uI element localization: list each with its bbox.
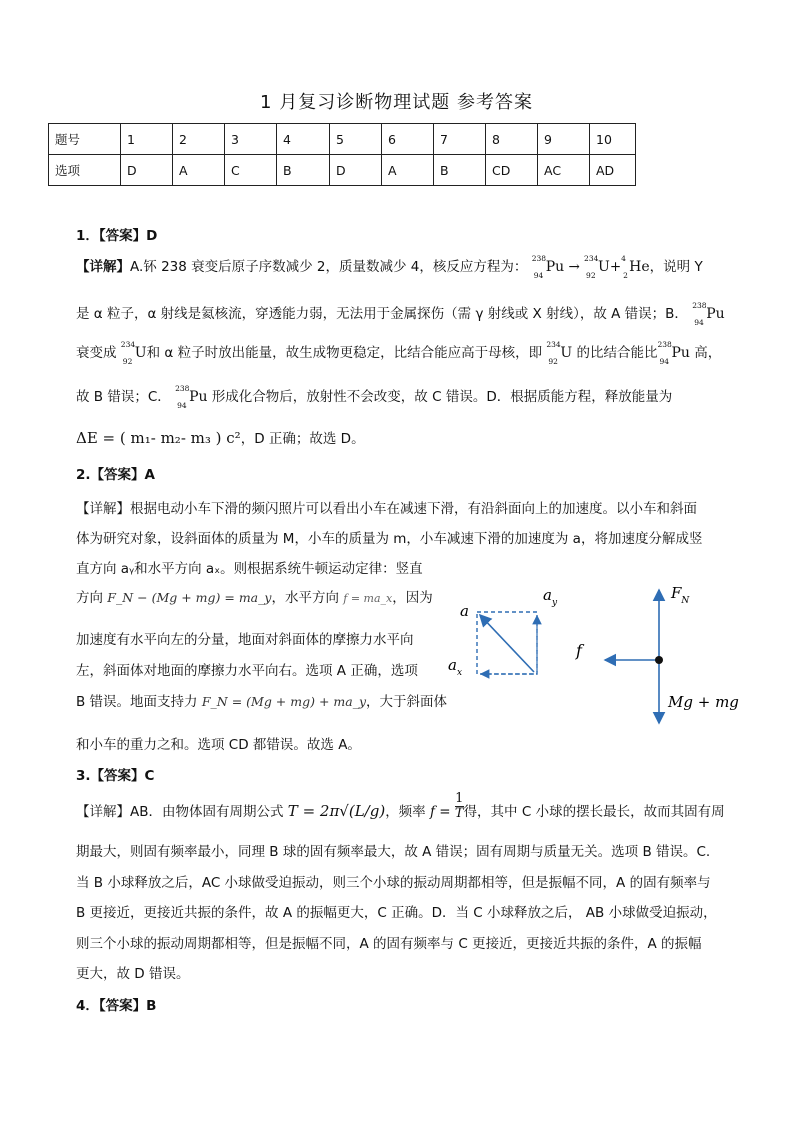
q3-line-6: 更大，故 D 错误。 <box>76 966 190 982</box>
text: 故 B 错误；C． <box>76 389 171 405</box>
f-label: f <box>576 641 582 660</box>
weight-label: Mg + mg <box>668 693 739 711</box>
table-cell: 3 <box>225 124 277 155</box>
table-cell: 7 <box>434 124 486 155</box>
q1-line-5 <box>76 427 365 447</box>
u-nuclide: 234 92 U <box>546 340 573 366</box>
force-system <box>575 584 739 723</box>
table-cell: 4 <box>277 124 330 155</box>
text: ，频率 <box>385 804 426 820</box>
frequency-fraction: $\frac{1}{T}$ <box>454 790 464 821</box>
q3-line-2: 期最大，则固有频率最小，同理 B 球的固有频率最大，故 A 错误；固有周期与质量无关。选项 B 错误。C. <box>76 844 711 860</box>
table-row <box>49 124 636 155</box>
q3-line-1 <box>76 790 725 821</box>
u-nuclide: 234 92 U <box>584 254 610 280</box>
table-row <box>49 155 636 186</box>
text: 的比结合能比 <box>576 345 658 361</box>
text: ，D 正确；故选 D。 <box>240 431 365 447</box>
table-cell: D <box>330 155 382 186</box>
text: 和 α 粒子时放出能量，故生成物更稳定，比结合能应高于母核，即 <box>146 345 543 361</box>
question-number: 4． <box>76 998 99 1014</box>
he-nuclide: 4 2 He <box>621 254 650 280</box>
a-label: a <box>460 602 469 620</box>
detail-tag: 【详解】 <box>76 259 130 275</box>
horizontal-equation: f = ma_x <box>343 592 393 605</box>
text: A.钚 238 衰变后原子序数减少 2，质量数减少 4，核反应方程为： <box>130 259 528 275</box>
support-force-equation: F_N = (Mg + mg) + ma_y <box>201 694 367 709</box>
answer-tag: 【答案】 <box>90 467 145 483</box>
q2-line-4 <box>76 586 433 606</box>
q3-answer-heading <box>76 764 154 784</box>
answer-value: C <box>144 768 155 784</box>
q1-line-2 <box>76 301 725 327</box>
table-cell: 题号 <box>49 124 121 155</box>
ay-label: $a_y$ <box>543 586 558 608</box>
q2-line-6: 左，斜面体对地面的摩擦力水平向右。选项 A 正确，选项 <box>76 663 418 679</box>
table-cell: 9 <box>538 124 590 155</box>
text: 得，其中 C 小球的摆长最长，故而其固有周 <box>463 804 725 820</box>
text: 【详解】AB．由物体固有周期公式 <box>76 804 284 820</box>
table-cell: C <box>225 155 277 186</box>
text: ，说明 Y <box>649 259 703 275</box>
answer-tag: 【答案】 <box>90 768 145 784</box>
text: 衰变成 <box>76 345 117 361</box>
plus-symbol: + <box>609 259 622 275</box>
table-cell: AC <box>538 155 590 186</box>
q1-line-3 <box>76 340 722 366</box>
text: 是 α 粒子，α 射线是氦核流，穿透能力弱，无法用于金属探伤（需 γ 射线或 X 射线），故 A 错误；B． <box>76 306 688 322</box>
answer-tag: 【答案】 <box>98 228 147 244</box>
answer-value: B <box>146 998 157 1014</box>
table-cell: 5 <box>330 124 382 155</box>
q2-line-1: 【详解】根据电动小车下滑的频闪照片可以看出小车在减速下滑，有沿斜面向上的加速度。以小车和斜面 <box>76 501 697 517</box>
table-cell: 6 <box>382 124 434 155</box>
answer-table <box>48 123 636 186</box>
table-cell: A <box>382 155 434 186</box>
text: 高， <box>694 345 722 361</box>
q2-line-5: 加速度有水平向左的分量，地面对斜面体的摩擦力水平向 <box>76 632 414 648</box>
table-cell: A <box>173 155 225 186</box>
table-cell: 8 <box>486 124 538 155</box>
text: ，大于斜面体 <box>366 694 448 710</box>
pu-nuclide: 238 94 Pu <box>657 340 690 366</box>
mass-energy-equation: ΔE = ( m₁- m₂- m₃ ) c² <box>76 429 241 447</box>
page-title: 1 月复习诊断物理试题 参考答案 <box>260 92 533 113</box>
q1-answer-heading <box>76 224 157 244</box>
table-cell: B <box>434 155 486 186</box>
q2-line-7 <box>76 690 447 710</box>
text: 方向 <box>76 590 103 606</box>
q3-line-5: 则三个小球的振动周期都相等，但是振幅不同，A 的固有频率与 C 更接近，更接近共振的条件，A 的振幅 <box>76 936 702 952</box>
acceleration-decomposition <box>448 586 558 678</box>
table-cell: CD <box>486 155 538 186</box>
q2-line-3: 直方向 aᵧ和水平方向 aₓ。则根据系统牛顿运动定律：竖直 <box>76 561 423 577</box>
ax-label: $a_x$ <box>448 656 463 678</box>
q2-answer-heading <box>76 463 155 483</box>
text: 形成化合物后，放射性不会改变，故 C 错误。D．根据质能方程，释放能量为 <box>211 389 673 405</box>
table-cell: 10 <box>590 124 636 155</box>
force-diagram <box>440 578 740 740</box>
question-number: 2. <box>76 467 91 483</box>
text: ，水平方向 <box>271 590 339 606</box>
question-number: 3. <box>76 768 91 784</box>
pu-nuclide: 238 94 Pu <box>692 301 725 327</box>
table-cell: 2 <box>173 124 225 155</box>
table-cell: 选项 <box>49 155 121 186</box>
center-point <box>655 656 663 664</box>
frequency-lhs: f = <box>429 804 451 820</box>
arrow-symbol: → <box>568 259 580 275</box>
q2-line-2: 体为研究对象，设斜面体的质量为 M，小车的质量为 m，小车减速下滑的加速度为 a，将加速度分解成竖 <box>76 531 703 547</box>
q3-line-4: B 更接近，更接近共振的条件，故 A 的振幅更大，C 正确。D．当 C 小球释放之后， AB 小球做受迫振动， <box>76 905 717 921</box>
text: B 错误。地面支持力 <box>76 694 198 710</box>
fn-label: $F_N$ <box>671 584 690 606</box>
q1-line-4 <box>76 384 673 410</box>
table-cell: AD <box>590 155 636 186</box>
answer-tag: 【答案】 <box>98 998 147 1014</box>
question-number: 1． <box>76 228 99 244</box>
pu-nuclide: 238 94 Pu <box>175 384 208 410</box>
answer-value: D <box>146 228 158 244</box>
table-cell: B <box>277 155 330 186</box>
q2-line-8: 和小车的重力之和。选项 CD 都错误。故选 A。 <box>76 737 361 753</box>
text: ，因为 <box>392 590 433 606</box>
answer-value: A <box>144 467 155 483</box>
period-formula: T = 2π√(L/g) <box>287 802 386 820</box>
q1-line-1 <box>76 254 703 280</box>
table-cell: 1 <box>121 124 173 155</box>
vertical-equation: F_N − (Mg + mg) = ma_y <box>107 590 272 605</box>
acceleration-arrow <box>480 615 534 672</box>
pu-nuclide: 238 94 Pu <box>531 254 565 280</box>
q3-line-3: 当 B 小球释放之后，AC 小球做受迫振动，则三个小球的振动周期都相等，但是振幅不同，A 的固有频率与 <box>76 875 711 891</box>
q4-answer-heading <box>76 994 156 1014</box>
table-cell: D <box>121 155 173 186</box>
u-nuclide: 234 92 U <box>120 340 147 366</box>
